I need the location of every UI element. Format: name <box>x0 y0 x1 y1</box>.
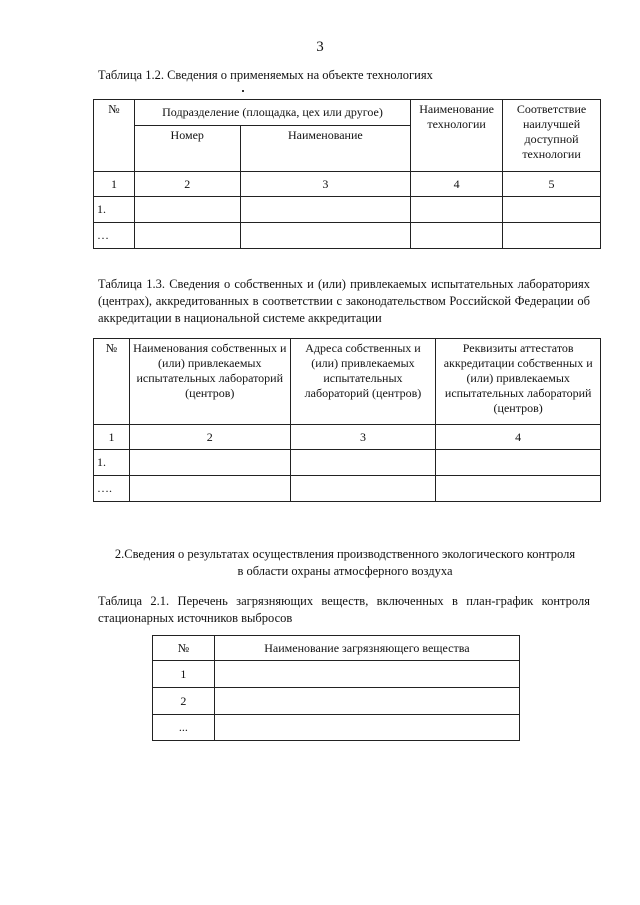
empty-cell <box>240 223 411 249</box>
empty-cell <box>214 715 519 741</box>
table-1-3-caption: Таблица 1.3. Сведения о собственных и (или) привлекаемых испытательных лабораториях (центрах), аккредитованных в соответствии с законодательством Российской Федерации об аккредитации в национальной системе аккредитации <box>98 277 590 325</box>
index-cell: 1 <box>94 172 135 197</box>
table-row <box>94 476 601 502</box>
index-cell: 2 <box>129 425 290 450</box>
table-1-2-caption: Таблица 1.2. Сведения о применяемых на объекте технологиях <box>98 68 433 82</box>
table-index-row <box>94 172 601 197</box>
table-2-1 <box>152 635 520 741</box>
stray-dot <box>242 90 244 92</box>
table-1-3 <box>93 338 601 502</box>
section-2-title-line-1: 2.Сведения о результатах осуществления производственного экологического контроля <box>114 547 576 561</box>
row-num-cell: …. <box>94 476 130 502</box>
empty-cell <box>411 223 503 249</box>
table-row <box>94 450 601 476</box>
table-header-lab-names: Наименования собственных и (или) привлекаемых испытательных лабораторий (центров) <box>129 339 290 425</box>
empty-cell <box>503 223 601 249</box>
index-cell: 3 <box>290 425 436 450</box>
empty-cell <box>129 450 290 476</box>
row-num-cell: 2 <box>153 688 215 715</box>
table-header-division: Подразделение (площадка, цех или другое) <box>134 100 410 126</box>
table-row <box>94 197 601 223</box>
table-index-row <box>94 425 601 450</box>
empty-cell <box>129 476 290 502</box>
table-header-technology-name: Наименование технологии <box>411 100 503 172</box>
empty-cell <box>134 223 240 249</box>
table-row <box>153 688 520 715</box>
table-header-certificates: Реквизиты аттестатов аккредитации собственных и (или) привлекаемых испытательных лабораторий (центров) <box>436 339 601 425</box>
row-num-cell: 1 <box>153 661 215 688</box>
page-number: 3 <box>316 39 324 55</box>
table-header-num: № <box>94 100 135 172</box>
table-row <box>153 661 520 688</box>
empty-cell <box>240 197 411 223</box>
empty-cell <box>214 688 519 715</box>
table-header-substance: Наименование загрязняющего вещества <box>214 636 519 661</box>
table-header-bat: Соответствие наилучшей доступной технологии <box>503 100 601 172</box>
table-1-2 <box>93 99 601 249</box>
index-cell: 4 <box>436 425 601 450</box>
table-row <box>94 223 601 249</box>
table-header-division-number: Номер <box>134 126 240 172</box>
empty-cell <box>134 197 240 223</box>
empty-cell <box>290 476 436 502</box>
row-num-cell: … <box>94 223 135 249</box>
empty-cell <box>214 661 519 688</box>
row-num-cell: 1. <box>94 197 135 223</box>
empty-cell <box>436 476 601 502</box>
index-cell: 3 <box>240 172 411 197</box>
index-cell: 2 <box>134 172 240 197</box>
empty-cell <box>436 450 601 476</box>
index-cell: 1 <box>94 425 130 450</box>
table-header-division-name: Наименование <box>240 126 411 172</box>
index-cell: 4 <box>411 172 503 197</box>
index-cell: 5 <box>503 172 601 197</box>
empty-cell <box>411 197 503 223</box>
table-header-num: № <box>153 636 215 661</box>
table-header-lab-addresses: Адреса собственных и (или) привлекаемых испытательных лабораторий (центров) <box>290 339 436 425</box>
section-2-title-line-2: в области охраны атмосферного воздуха <box>237 564 453 578</box>
table-header-num: № <box>94 339 130 425</box>
table-row <box>153 715 520 741</box>
empty-cell <box>503 197 601 223</box>
table-2-1-caption: Таблица 2.1. Перечень загрязняющих веществ, включенных в план-график контроля стационарных источников выбросов <box>98 594 590 625</box>
empty-cell <box>290 450 436 476</box>
row-num-cell: ... <box>153 715 215 741</box>
row-num-cell: 1. <box>94 450 130 476</box>
